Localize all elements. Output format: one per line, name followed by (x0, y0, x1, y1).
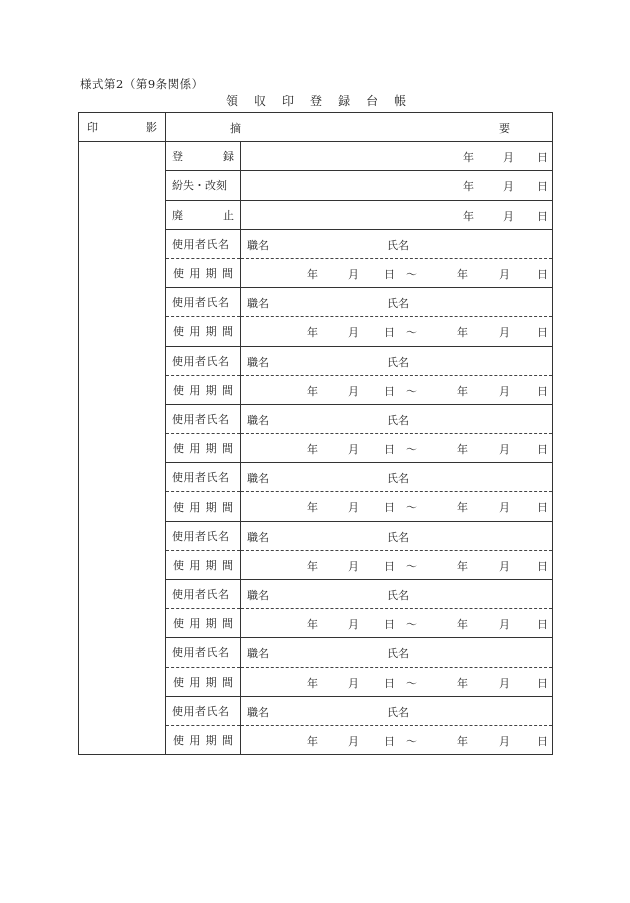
start-day-label: 日 (384, 384, 395, 398)
form-reference: 様式第2（第9条関係） (80, 77, 204, 91)
end-month-label: 月 (499, 734, 510, 748)
usage-period-label-cell (166, 375, 241, 404)
range-tilde: ～ (406, 384, 417, 398)
post-label: 職名 (247, 238, 269, 252)
name-label: 氏名 (387, 472, 409, 486)
start-year-label: 年 (307, 384, 318, 398)
title-char: 収 (254, 94, 267, 108)
end-day-label: 日 (537, 326, 548, 340)
end-day-label: 日 (537, 267, 548, 281)
start-month-label: 月 (348, 676, 359, 690)
user-name-label-cell (166, 288, 241, 317)
ledger-title (226, 92, 422, 109)
period-label-char: 期 (205, 383, 217, 397)
usage-period-label-cell (166, 434, 241, 463)
period-label-char: 用 (189, 325, 201, 339)
post-label: 職名 (247, 589, 269, 602)
end-year-label: 年 (457, 443, 468, 457)
period-label-char: 期 (205, 267, 217, 281)
day-label: 日 (537, 209, 548, 223)
range-tilde: ～ (406, 559, 417, 573)
title-char: 台 (366, 94, 379, 108)
user-name-label: 使用者氏名 (172, 471, 230, 485)
end-day-label: 日 (537, 443, 548, 457)
post-label: 職名 (247, 413, 269, 427)
user-name-label-cell (166, 521, 241, 550)
period-label-char: 使 (173, 325, 184, 339)
period-label-char: 使 (173, 675, 184, 689)
usage-period-cell[interactable] (241, 725, 553, 754)
user-name-label-cell (166, 346, 241, 375)
start-year-label: 年 (307, 676, 318, 690)
period-label-char: 間 (221, 617, 233, 631)
period-label-char: 用 (189, 617, 201, 631)
event-label-char: 録 (223, 150, 234, 164)
start-month-label: 月 (348, 559, 359, 573)
end-year-label: 年 (457, 384, 468, 398)
year-label: 年 (463, 151, 474, 165)
user-name-label-cell (166, 696, 241, 725)
event-label-char: 廃 (172, 208, 183, 222)
start-month-label: 月 (348, 326, 359, 340)
event-label-char: 止 (223, 208, 234, 222)
usage-period-cell[interactable] (241, 258, 553, 287)
start-month-label: 月 (348, 618, 359, 632)
user-name-label: 使用者氏名 (172, 354, 230, 368)
start-day-label: 日 (384, 559, 395, 573)
start-month-label: 月 (348, 443, 359, 457)
name-label: 氏名 (387, 238, 409, 252)
period-label-char: 期 (205, 500, 217, 514)
start-year-label: 年 (307, 501, 318, 515)
user-name-label: 使用者氏名 (172, 704, 230, 718)
period-label-char: 使 (173, 267, 184, 281)
end-month-label: 月 (499, 384, 510, 398)
usage-period-cell[interactable] (241, 492, 553, 521)
period-label-char: 使 (173, 383, 184, 397)
user-name-cell[interactable] (241, 463, 553, 492)
period-label-char: 期 (205, 442, 217, 456)
year-label: 年 (463, 180, 474, 194)
range-tilde: ～ (406, 501, 417, 515)
start-month-label: 月 (348, 734, 359, 748)
usage-period-label-cell (166, 550, 241, 579)
title-char: 登 (310, 94, 323, 108)
period-label-char: 間 (221, 267, 233, 281)
month-label: 月 (503, 151, 514, 165)
end-year-label: 年 (457, 267, 468, 281)
name-label: 氏名 (387, 647, 409, 661)
end-year-label: 年 (457, 618, 468, 632)
end-year-label: 年 (457, 676, 468, 690)
usage-period-label-cell (166, 492, 241, 521)
user-name-cell[interactable] (241, 696, 553, 725)
user-name-label-cell (166, 463, 241, 492)
start-day-label: 日 (384, 676, 395, 690)
end-month-label: 月 (499, 676, 510, 690)
header-char: 印 (87, 121, 98, 135)
header-char: 摘 (230, 122, 241, 135)
title-char: 帳 (394, 94, 407, 108)
end-day-label: 日 (537, 559, 548, 573)
start-day-label: 日 (384, 618, 395, 632)
usage-period-label-cell (166, 725, 241, 754)
end-day-label: 日 (537, 618, 548, 632)
name-label: 氏名 (387, 355, 409, 369)
end-month-label: 月 (499, 618, 510, 632)
user-name-cell[interactable] (241, 404, 553, 433)
user-name-label: 使用者氏名 (172, 646, 230, 660)
user-name-label: 使用者氏名 (172, 529, 230, 543)
period-label-char: 使 (173, 442, 184, 456)
end-year-label: 年 (457, 501, 468, 515)
end-year-label: 年 (457, 734, 468, 748)
post-label: 職名 (247, 647, 269, 661)
start-year-label: 年 (307, 618, 318, 632)
usage-period-cell[interactable] (241, 317, 553, 346)
user-name-cell[interactable] (241, 346, 553, 375)
user-name-cell[interactable] (241, 638, 553, 667)
event-row (79, 142, 553, 171)
month-label: 月 (503, 180, 514, 194)
post-label: 職名 (247, 355, 269, 369)
period-label-char: 期 (205, 675, 217, 689)
usage-period-label-cell (166, 667, 241, 696)
period-label-char: 使 (173, 500, 184, 514)
usage-period-label-cell (166, 317, 241, 346)
post-label: 職名 (247, 530, 269, 544)
start-month-label: 月 (348, 267, 359, 281)
start-day-label: 日 (384, 734, 395, 748)
period-label-char: 期 (205, 734, 217, 748)
name-label: 氏名 (387, 589, 409, 602)
end-day-label: 日 (537, 734, 548, 748)
user-name-cell[interactable] (241, 229, 553, 258)
name-label: 氏名 (387, 530, 409, 544)
period-label-char: 用 (189, 383, 201, 397)
user-name-label: 使用者氏名 (172, 412, 230, 426)
header-char: 要 (499, 122, 510, 135)
end-year-label: 年 (457, 326, 468, 340)
period-label-char: 期 (205, 325, 217, 339)
post-label: 職名 (247, 705, 269, 719)
event-label-cell (166, 200, 241, 229)
end-month-label: 月 (499, 443, 510, 457)
start-month-label: 月 (348, 501, 359, 515)
event-date-cell[interactable] (241, 171, 553, 200)
period-label-char: 使 (173, 558, 184, 572)
start-year-label: 年 (307, 267, 318, 281)
end-day-label: 日 (537, 676, 548, 690)
end-month-label: 月 (499, 326, 510, 340)
period-label-char: 使 (173, 734, 184, 748)
title-char: 領 (226, 94, 239, 108)
usage-period-label-cell (166, 609, 241, 638)
day-label: 日 (537, 151, 548, 165)
period-label-char: 用 (189, 500, 201, 514)
user-name-label: 使用者氏名 (172, 237, 230, 251)
header-char: 影 (146, 121, 157, 135)
event-label-char: 登 (172, 150, 183, 164)
start-day-label: 日 (384, 326, 395, 340)
start-year-label: 年 (307, 559, 318, 573)
name-label: 氏名 (387, 413, 409, 427)
month-label: 月 (503, 209, 514, 223)
start-year-label: 年 (307, 734, 318, 748)
period-label-char: 用 (189, 267, 201, 281)
title-char: 印 (282, 94, 295, 108)
user-name-label-cell (166, 404, 241, 433)
period-label-char: 間 (221, 442, 233, 456)
usage-period-label-cell (166, 258, 241, 287)
user-name-cell[interactable] (241, 580, 553, 609)
period-label-char: 間 (221, 734, 233, 748)
period-label-char: 間 (221, 558, 233, 572)
day-label: 日 (537, 180, 548, 194)
period-label-char: 使 (173, 617, 184, 631)
start-year-label: 年 (307, 443, 318, 457)
event-label-cell (166, 142, 241, 171)
user-name-label-cell (166, 580, 241, 609)
user-name-label: 使用者氏名 (172, 296, 230, 310)
user-name-label-cell (166, 638, 241, 667)
user-name-label-cell (166, 229, 241, 258)
user-name-label: 使用者氏名 (172, 588, 230, 602)
range-tilde: ～ (406, 267, 417, 281)
range-tilde: ～ (406, 443, 417, 457)
range-tilde: ～ (406, 676, 417, 690)
usage-period-cell[interactable] (241, 667, 553, 696)
start-day-label: 日 (384, 443, 395, 457)
user-name-cell[interactable] (241, 521, 553, 550)
year-label: 年 (463, 209, 474, 223)
usage-period-cell[interactable] (241, 609, 553, 638)
period-label-char: 用 (189, 675, 201, 689)
end-day-label: 日 (537, 384, 548, 398)
end-month-label: 月 (499, 267, 510, 281)
range-tilde: ～ (406, 734, 417, 748)
header-row (79, 113, 553, 142)
end-year-label: 年 (457, 559, 468, 573)
period-label-char: 期 (205, 617, 217, 631)
start-year-label: 年 (307, 326, 318, 340)
range-tilde: ～ (406, 326, 417, 340)
period-label-char: 用 (189, 442, 201, 456)
seal-impression-cell[interactable] (79, 142, 166, 755)
period-label-char: 期 (205, 558, 217, 572)
end-month-label: 月 (499, 559, 510, 573)
range-tilde: ～ (406, 618, 417, 632)
event-date-cell[interactable] (241, 142, 553, 171)
usage-period-cell[interactable] (241, 550, 553, 579)
post-label: 職名 (247, 472, 269, 486)
event-date-cell[interactable] (241, 200, 553, 229)
post-label: 職名 (247, 297, 269, 311)
start-month-label: 月 (348, 384, 359, 398)
period-label-char: 間 (221, 383, 233, 397)
title-char: 録 (338, 94, 351, 108)
start-day-label: 日 (384, 267, 395, 281)
name-label: 氏名 (387, 705, 409, 719)
period-label-char: 間 (221, 500, 233, 514)
name-label: 氏名 (387, 297, 409, 311)
period-label-char: 用 (189, 734, 201, 748)
usage-period-cell[interactable] (241, 375, 553, 404)
usage-period-cell[interactable] (241, 434, 553, 463)
user-name-cell[interactable] (241, 288, 553, 317)
period-label-char: 間 (221, 325, 233, 339)
event-label-cell (166, 171, 241, 200)
header-summary (166, 113, 553, 142)
period-label-char: 間 (221, 675, 233, 689)
end-month-label: 月 (499, 501, 510, 515)
end-day-label: 日 (537, 501, 548, 515)
header-seal-impression (79, 113, 166, 142)
seal-ledger-table (78, 112, 553, 755)
event-label: 紛失・改刻 (172, 179, 227, 193)
start-day-label: 日 (384, 501, 395, 515)
period-label-char: 用 (189, 558, 201, 572)
